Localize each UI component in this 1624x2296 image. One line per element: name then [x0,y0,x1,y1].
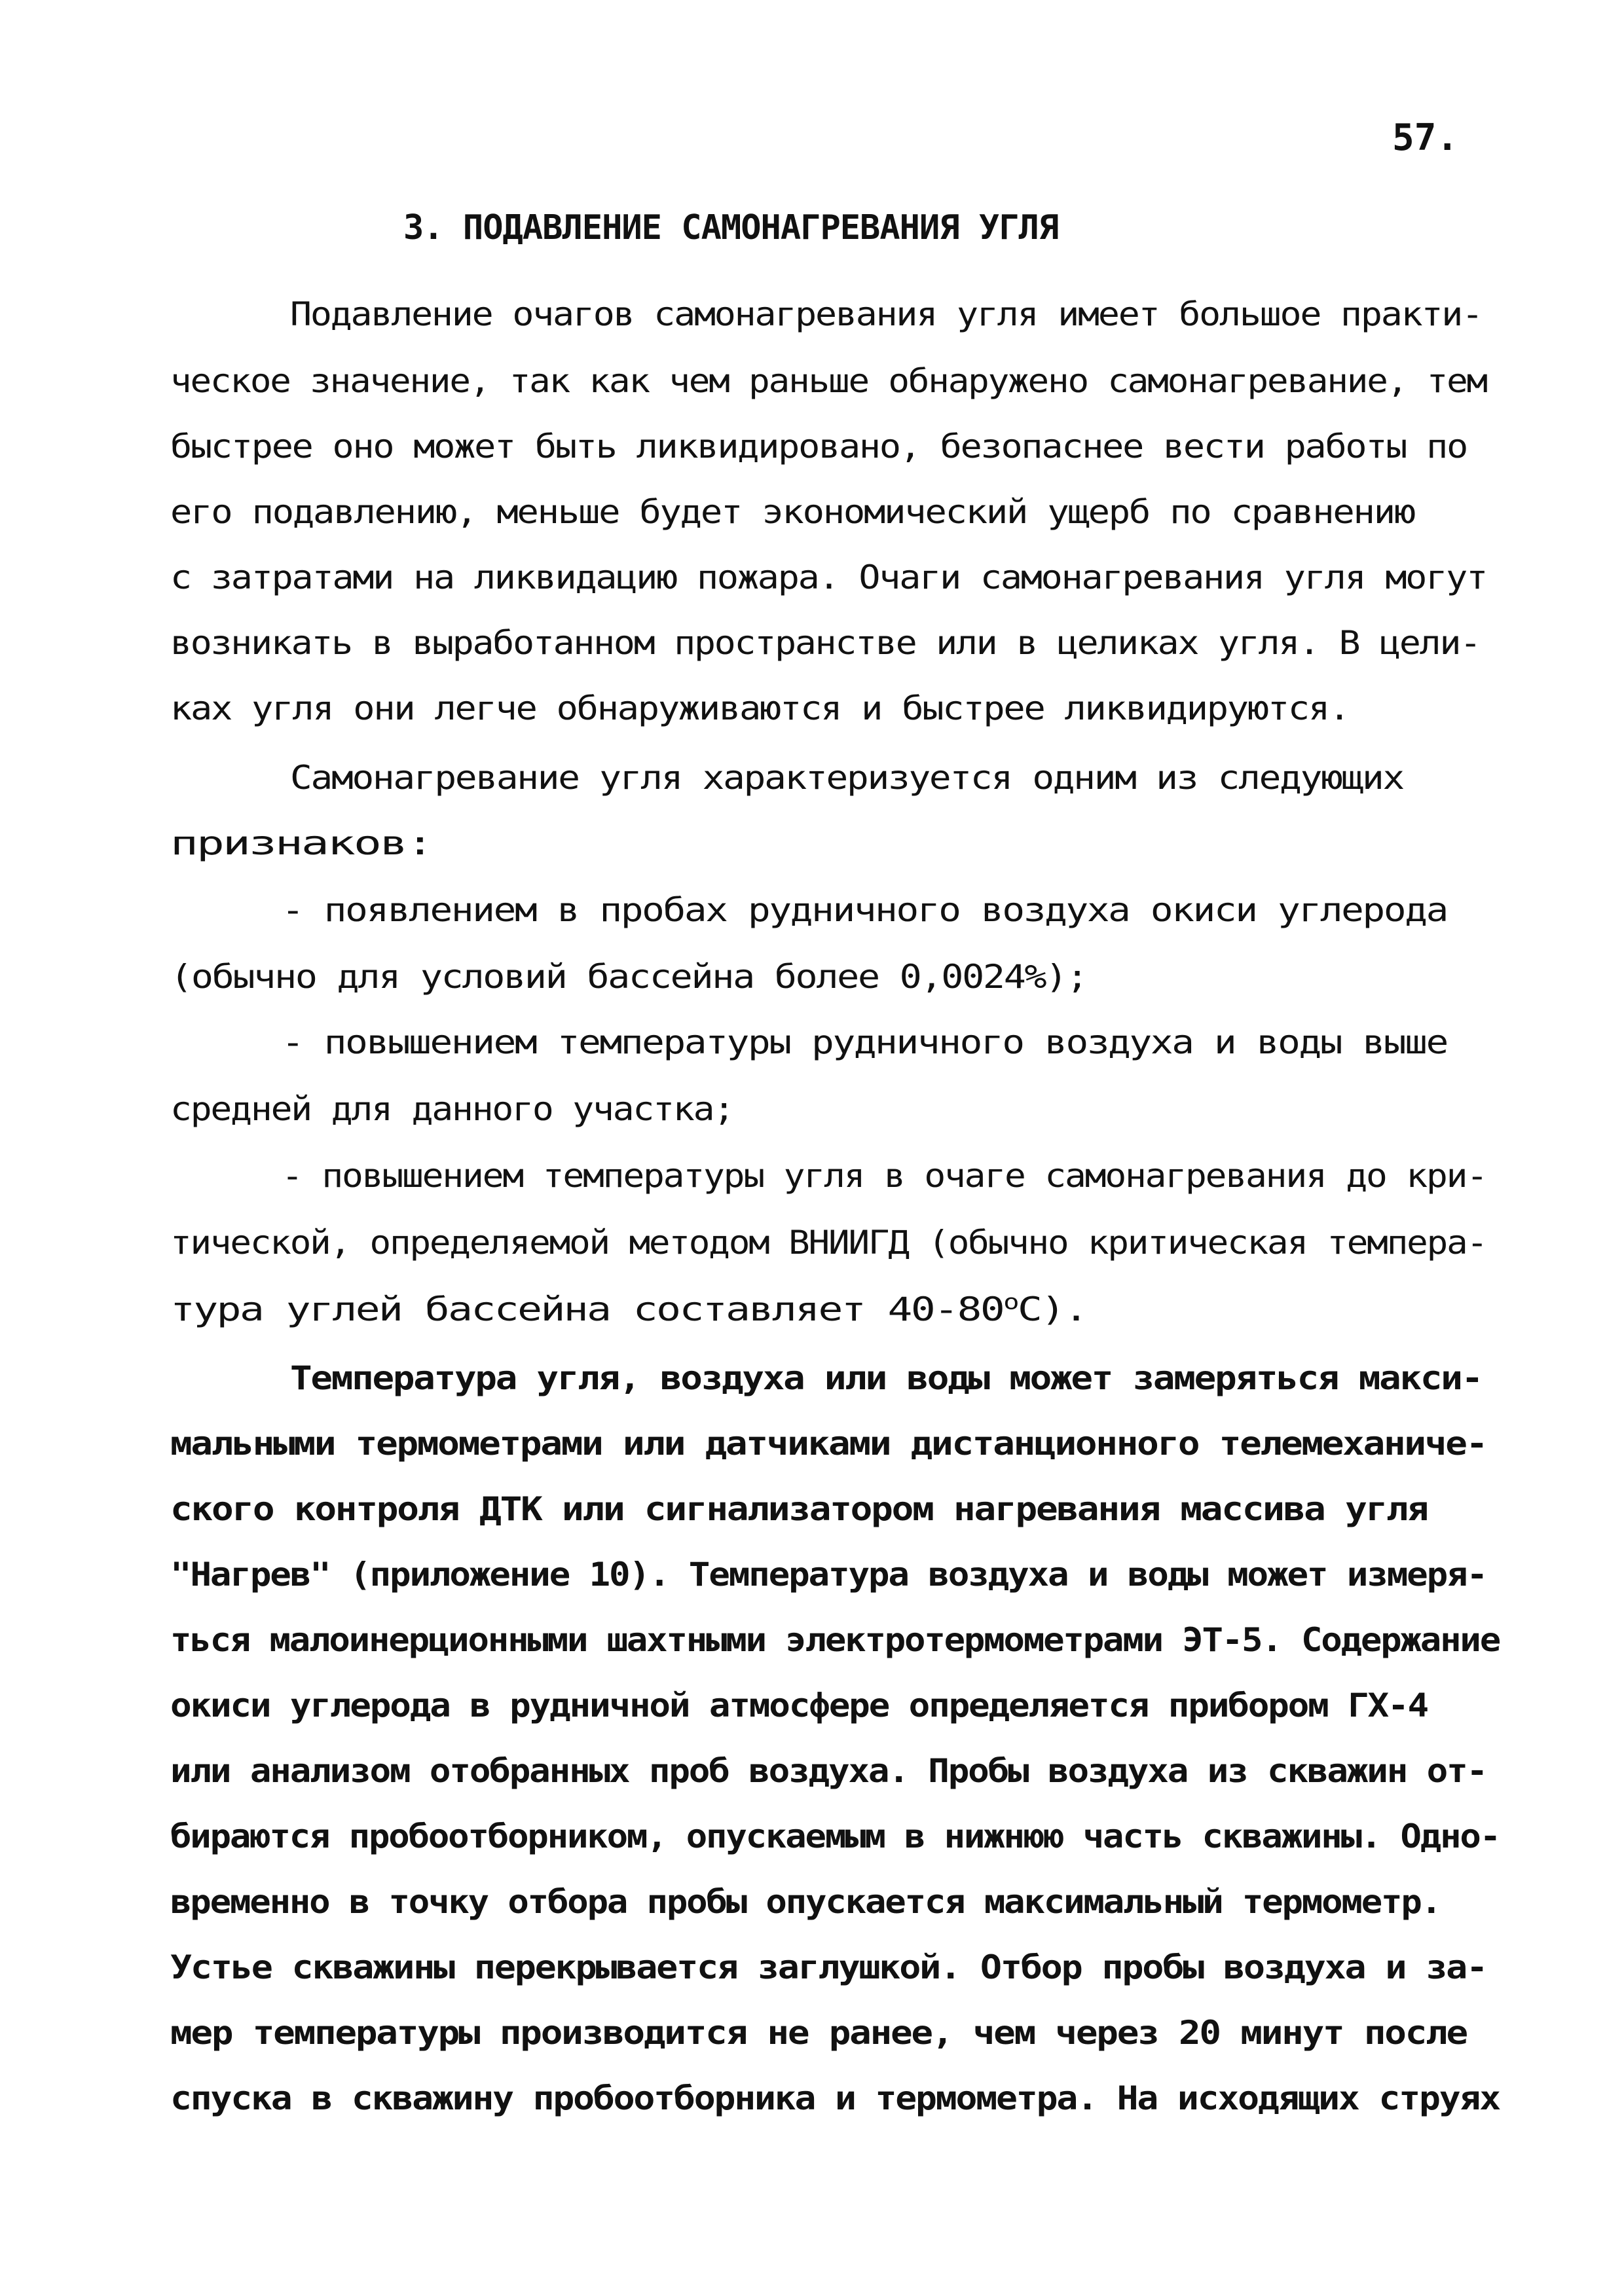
text-line-content: тура углей бассейна составляет 40-80 [170,1290,1004,1328]
text-line-tail: С). [1017,1290,1087,1328]
text-line: ского контроля ДТК или сигнализатором нагревания массива угля [170,1490,1428,1528]
section-title: 3. ПОДАВЛЕНИЕ САМОНАГРЕВАНИЯ УГЛЯ [403,208,1059,247]
text-line: возникать в выработанном пространстве или в целиках угля. В цели- [170,624,1480,662]
text-line: мер температуры производится не ранее, чем через 20 минут после [170,2014,1467,2052]
text-line: средней для данного участка; [170,1090,733,1128]
text-line: "Нагрев" (приложение 10). Температура воздуха и воды может измеря- [170,1556,1486,1594]
text-line: ках угля они легче обнаруживаются и быстрее ликвидируются. [170,689,1349,727]
text-line: временно в точку отбора пробы опускается максимальный термометр. [170,1883,1441,1921]
text-line: - повышением температуры угля в очаге самонагревания до кри- [282,1157,1486,1195]
page-number: 57. [1392,117,1459,159]
text-line: - появлением в пробах рудничного воздуха окиси углерода [282,891,1447,929]
degree-superscript: о [1003,1289,1018,1315]
text-line: ться малоинерционными шахтными электротермометрами ЭТ-5. Содержание [170,1621,1500,1659]
text-line: с затратами на ликвидацию пожара. Очаги самонагревания угля могут [170,558,1486,596]
text-line: - повышением температуры рудничного воздуха и воды выше [282,1023,1447,1061]
text-line: Самонагревание угля характеризуется одним из следующих [290,759,1403,797]
text-line: окиси углерода в рудничной атмосфере определяется прибором ГХ-4 [170,1686,1428,1724]
text-line: его подавлению, меньше будет экономический ущерб по сравнению [170,493,1414,531]
text-line: Устье скважины перекрывается заглушкой. Отбор пробы воздуха и за- [170,1948,1486,1986]
text-line: бираются пробоотборником, опускаемым в нижнюю часть скважины. Одно- [170,1817,1500,1855]
text-line: быстрее оно может быть ликвидировано, безопаснее вести работы по [170,428,1467,465]
text-line: Подавление очагов самонагревания угля имеет большое практи- [290,295,1482,333]
text-line [170,1290,1087,1329]
text-line: Температура угля, воздуха или воды может замеряться макси- [290,1359,1482,1397]
text-line: (обычно для условий бассейна более 0,0024%); [170,958,1087,996]
text-line: мальными термометрами или датчиками дистанционного телемеханиче- [170,1425,1486,1463]
text-line: спуска в скважину пробоотборника и термометра. На исходящих струях [170,2079,1500,2117]
text-line: признаков: [170,824,432,862]
text-line: или анализом отобранных проб воздуха. Пробы воздуха из скважин от- [170,1752,1486,1790]
text-line: тической, определяемой методом ВНИИГД (обычно критическая темпера- [170,1224,1486,1262]
text-line: ческое значение, так как чем раньше обнаружено самонагревание, тем [170,362,1486,400]
